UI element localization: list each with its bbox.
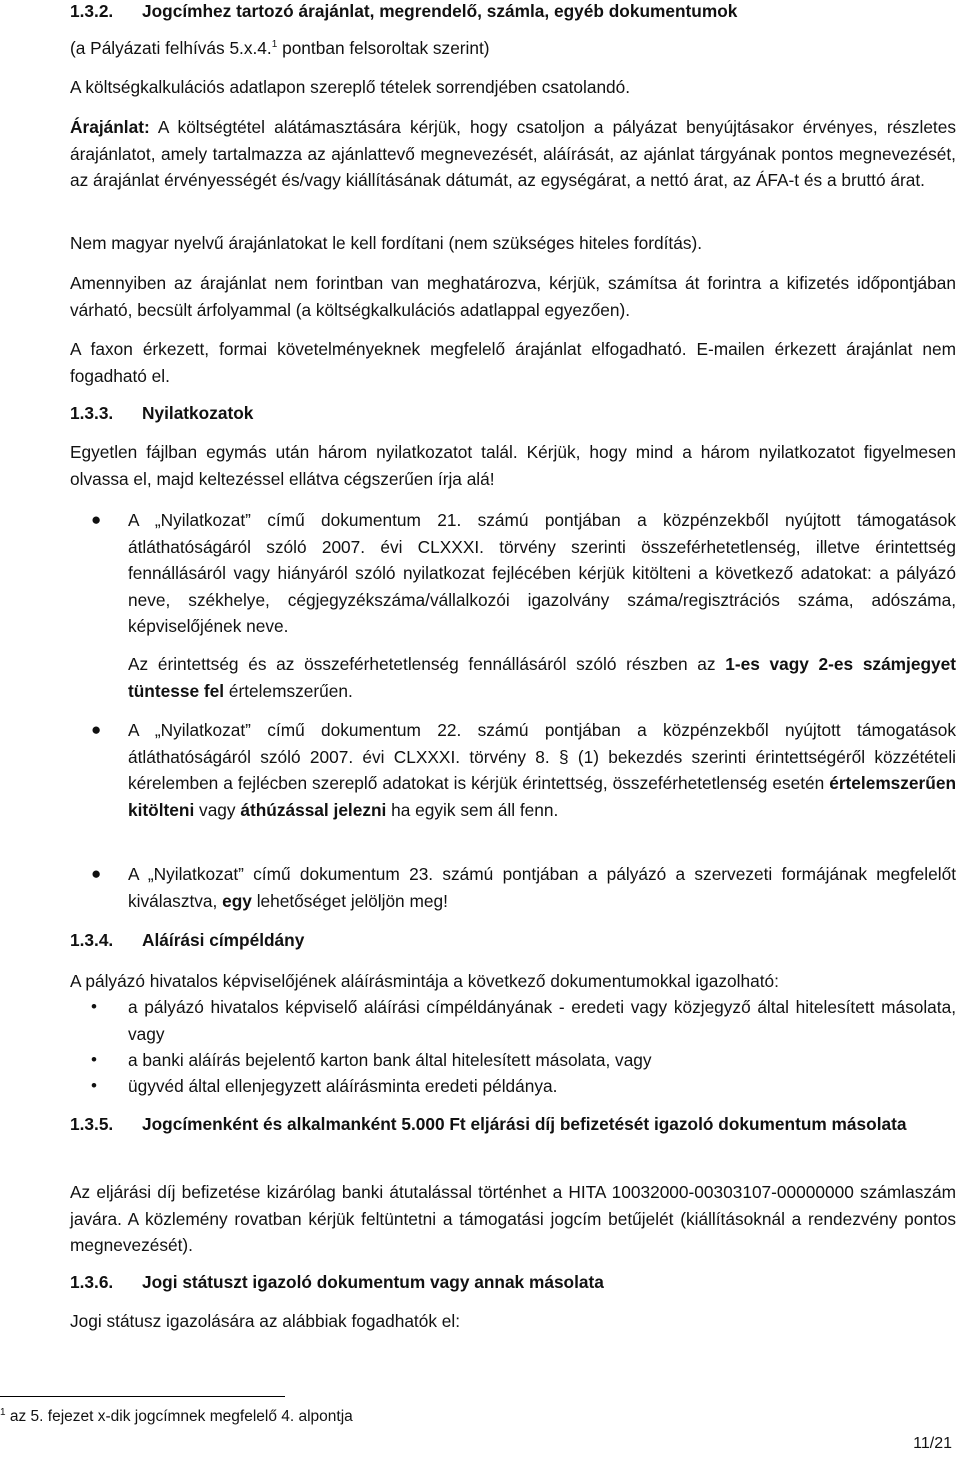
declaration-item-21-note: Az érintettség és az összeférhetetlenség fennállásáról szóló részben az 1-es vagy 2-es számjegyet tüntesse fel értelemszerűen. — [128, 654, 956, 701]
bullet-icon: • — [91, 1050, 97, 1069]
arajanlat-paragraph: Árajánlat: A költségtétel alátámasztására kérjük, hogy csatoljon a pályázat benyújtásakor érvényes, részletes árajánlatot, amely tartalmazza az ajánlattevő megnevezését, aláírását, az ajánlat tárgyának pontos megnevezését, az árajánlat érvényességét és/vagy kiállításának dátumát, az egységárat, a nettó árat, az ÁFA-t és a bruttó árat. — [70, 117, 956, 190]
bullet-icon: ● — [91, 864, 102, 883]
footnote: $^1$ az 5. fejezet x-dik jogcímnek megfelelő 4. alpontja — [0, 1406, 353, 1425]
section-heading-1-3-4: 1.3.4. Aláírási címpéldány — [70, 930, 305, 950]
declaration-item-23: A „Nyilatkozat” című dokumentum 23. számú pontjában a pályázó a szervezeti formájának megfelelőt kiválasztva, egy lehetőséget jelöljön meg! — [128, 864, 956, 911]
currency-note: Amennyiben az árajánlat nem forintban van meghatározva, kérjük, számítsa át forintra a kifizetés időpontjában várható, becsült árfolyammal (a költségkalkulációs adatlappal egyezően). — [70, 273, 956, 320]
signature-option: ügyvéd által ellenjegyzett aláírásminta eredeti példánya. — [128, 1076, 558, 1096]
section-subtitle: (a Pályázati felhívás 5.x.4.$^1$ pontban felsoroltak szerint) — [70, 38, 490, 58]
fee-paragraph: Az eljárási díj befizetése kizárólag banki átutalással történhet a HITA 10032000-00303107-00000000 számlaszám javára. A közlemény rovatban kérjük feltüntetni a támogatási jogcím betűjelét (kiállításoknál a rendezvény pontos megnevezését). — [70, 1182, 956, 1255]
declarations-intro: Egyetlen fájlban egymás után három nyilatkozatot talál. Kérjük, hogy mind a három nyilatkozatot figyelmesen olvassa el, majd keltezéssel ellátva cégszerűen írja alá! — [70, 442, 956, 489]
fax-note: A faxon érkezett, formai követelményeknek megfelelő árajánlat elfogadható. E-mailen érkezett árajánlat nem fogadható el. — [70, 339, 956, 386]
bullet-icon: • — [91, 997, 97, 1016]
translation-note: Nem magyar nyelvű árajánlatokat le kell fordítani (nem szükséges hiteles fordítás). — [70, 233, 703, 253]
legal-status-intro: Jogi státusz igazolására az alábbiak fogadhatók el: — [70, 1311, 461, 1331]
page-number: 11/21 — [913, 1435, 952, 1452]
footnote-separator — [0, 1396, 285, 1397]
bullet-icon: ● — [91, 720, 102, 739]
section-instruction: A költségkalkulációs adatlapon szereplő tételek sorrendjében csatolandó. — [70, 77, 631, 97]
section-heading-1-3-6: 1.3.6. Jogi státuszt igazoló dokumentum vagy annak másolata — [70, 1272, 604, 1292]
footnote-reference[interactable]: 1 — [271, 39, 278, 51]
signature-option: a banki aláírás bejelentő karton bank által hitelesített másolata, vagy — [128, 1050, 652, 1070]
section-heading-1-3-5: 1.3.5. Jogcímenként és alkalmanként 5.000 Ft eljárási díj befizetését igazoló dokumentum másolata — [70, 1114, 907, 1134]
declaration-item-21: A „Nyilatkozat” című dokumentum 21. számú pontjában a közpénzekből nyújtott támogatások átláthatóságáról szóló 2007. évi CLXXXI. törvény szerinti összeférhetetlenség, illetve érintettség fennállásáról vagy hiányáról szóló nyilatkozat fejlécében kérjük kitölteni a következő adatokat: a pályázó neve, székhelye, cégjegyzékszáma/vállalkozói igazolvány száma/regisztrációs száma, adószáma, képviselőjének neve. — [128, 510, 956, 636]
signature-intro: A pályázó hivatalos képviselőjének aláírásmintája a következő dokumentumokkal igazolható: — [70, 971, 779, 991]
section-heading-1-3-2: 1.3.2. Jogcímhez tartozó árajánlat, megrendelő, számla, egyéb dokumentumok — [70, 1, 738, 21]
signature-option: a pályázó hivatalos képviselő aláírási címpéldányának - eredeti vagy közjegyző által hitelesített másolata, vagy — [128, 997, 956, 1044]
bullet-icon: ● — [91, 510, 102, 529]
section-heading-1-3-3: 1.3.3. Nyilatkozatok — [70, 403, 254, 423]
bullet-icon: • — [91, 1076, 97, 1095]
declaration-item-22: A „Nyilatkozat” című dokumentum 22. számú pontjában a közpénzekből nyújtott támogatások átláthatóságáról szóló 2007. évi CLXXXI. törvény 8. § (1) bekezdés szerinti érintettségéről közzétételi kérelemben a fejlécben szereplő adatokat is kérjük érintettség, összeférhetetlenség esetén értelemszerűen kitölteni vagy áthúzással jelezni ha egyik sem áll fenn. — [128, 720, 956, 820]
